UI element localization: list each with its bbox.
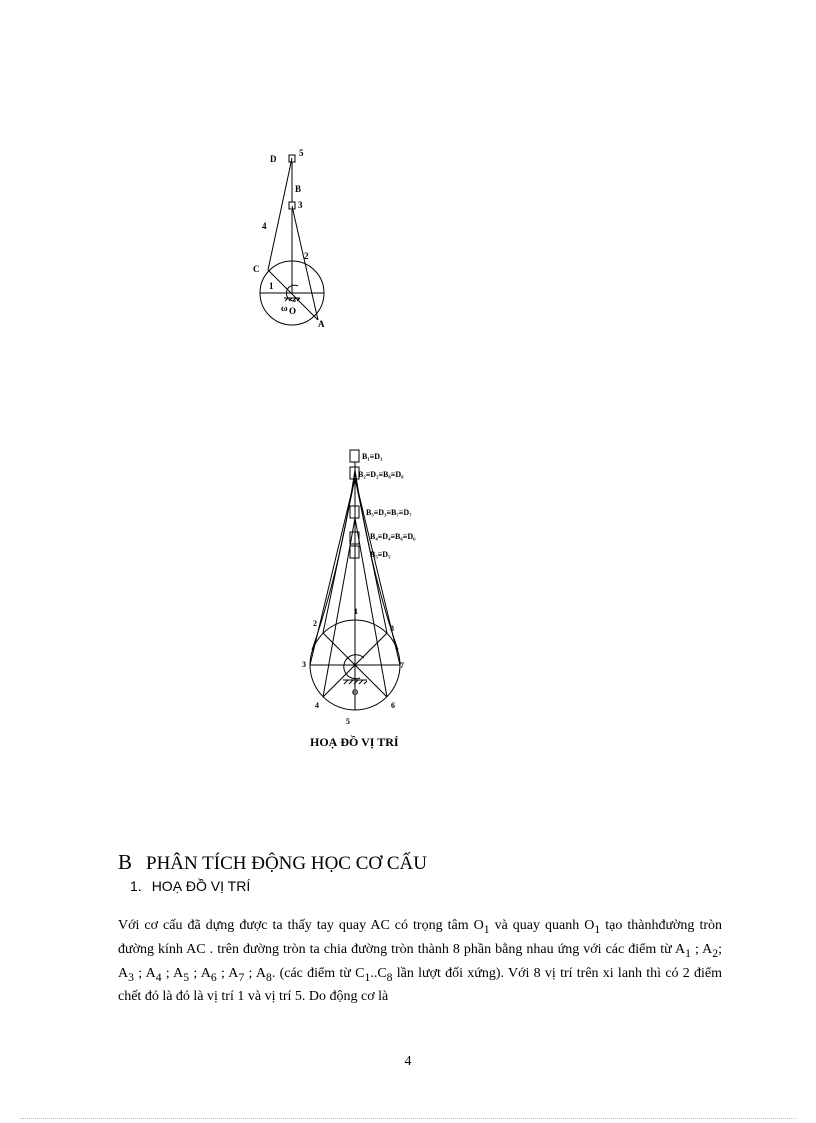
label-point-4: 4 — [315, 701, 319, 710]
text-run: ..C — [370, 965, 387, 981]
subsection-heading — [130, 878, 250, 894]
subscript: 1 — [483, 922, 490, 936]
text-run: và quay quanh O — [489, 918, 595, 933]
text-run: ; A — [216, 965, 239, 981]
text-run: ; A — [133, 965, 156, 981]
section-title: PHÂN TÍCH ĐỘNG HỌC CƠ CẤU — [146, 853, 427, 874]
envelope-left — [312, 470, 355, 650]
connecting-rod-2 — [292, 206, 318, 320]
subscript: 8 — [266, 970, 272, 984]
subscript: 7 — [238, 970, 245, 984]
body-paragraph — [118, 916, 722, 1007]
text-run: ; A — [118, 941, 723, 981]
text-run: tạo thànhđường tròn đường kính AC . trên đường tròn ta chia đường tròn thành 8 phần bằng nhau ứng với các điểm từ A — [118, 918, 722, 957]
label-point-8: 8 — [390, 624, 394, 633]
label-omega: ω — [281, 303, 288, 313]
subsection-title: HOẠ ĐỒ VỊ TRÍ — [151, 878, 251, 894]
diagram-caption: HOẠ ĐỒ VỊ TRÍ — [310, 735, 399, 749]
text-run: ; A — [244, 965, 267, 981]
label-3: 3 — [298, 200, 303, 210]
subscript: 8 — [386, 970, 393, 984]
label-5: 5 — [299, 148, 304, 158]
subscript: 1 — [685, 946, 691, 960]
label-b5-d5: B₅≡D₅ — [370, 550, 391, 559]
envelope-right — [355, 470, 398, 650]
section-letter: B — [118, 850, 133, 874]
page-number: 4 — [404, 1054, 412, 1069]
label-2: 2 — [304, 251, 309, 261]
subscript: 2 — [712, 946, 719, 960]
label-point-7: 7 — [400, 661, 404, 670]
label-D: D — [270, 154, 277, 164]
label-point-5: 5 — [346, 717, 350, 726]
subscript: 1 — [594, 922, 601, 936]
section-heading — [118, 850, 427, 875]
text-run: Với cơ cấu đã dựng được ta thấy tay quay AC có trọng tâm O — [118, 918, 484, 933]
subscript: 6 — [210, 970, 217, 984]
label-point-6: 6 — [391, 701, 395, 710]
subscript: 3 — [128, 970, 134, 984]
connecting-rod-4 — [268, 158, 292, 270]
label-point-1: 1 — [354, 607, 358, 616]
label-point-2: 2 — [313, 619, 317, 628]
text-run: ; A — [690, 941, 713, 957]
text-run: lần lượt đối xứng). Với 8 vị trí trên xi lanh thì có 2 điểm chết đó là đó là vị trí 1 và vị trí 5. Do động cơ là — [118, 965, 723, 1005]
text-run: ; A — [189, 965, 211, 981]
label-1: 1 — [269, 281, 274, 291]
label-O: O — [352, 688, 359, 697]
position-diagram — [290, 440, 440, 760]
label-b1-d1: B₁≡D₁ — [362, 452, 383, 461]
label-4: 4 — [262, 221, 267, 231]
page-border — [20, 1118, 796, 1119]
subscript: 1 — [364, 970, 371, 984]
label-B: B — [295, 184, 302, 194]
label-b3-row: B₃≡D₃≡B₇≡D₇ — [366, 508, 412, 517]
subsection-number: 1. — [130, 878, 142, 894]
label-b4-row: B₄≡D₄≡B₆≡D₆ — [370, 532, 416, 541]
text-run: ; A — [161, 965, 184, 981]
subscript: 4 — [155, 970, 162, 984]
text-run: . (các điểm từ C — [271, 965, 365, 981]
label-A: A — [318, 319, 325, 329]
mechanism-sketch — [240, 140, 350, 340]
slider-b1 — [350, 450, 359, 462]
label-O: O — [289, 306, 297, 316]
label-point-3: 3 — [302, 660, 306, 669]
subscript: 5 — [183, 970, 190, 984]
label-b2-row: B₂≡D₂≡B₈≡D₈ — [358, 470, 404, 479]
label-C: C — [253, 264, 260, 274]
